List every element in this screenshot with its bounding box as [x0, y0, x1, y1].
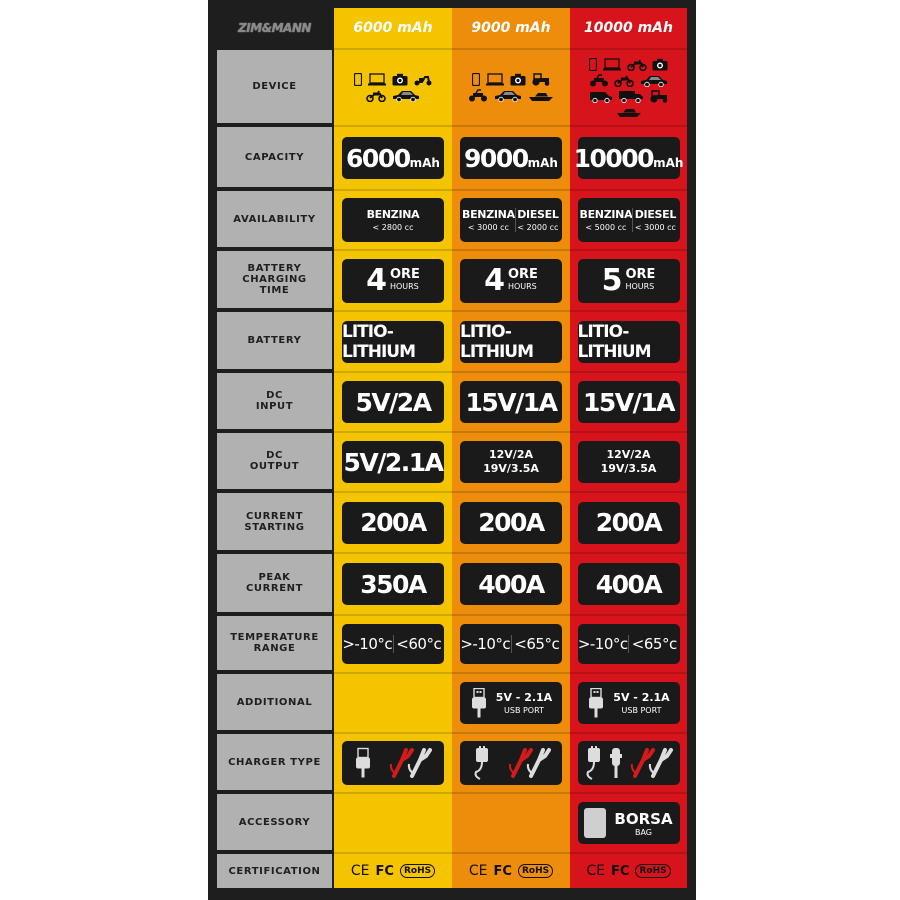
label-temperature: TEMPERATURE RANGE [217, 616, 332, 672]
label-device: DEVICE [217, 50, 332, 125]
engine-availability: DIESEL < 3000 cc [632, 208, 677, 232]
current-starting-badge: 200A [578, 502, 680, 544]
peak-current-badge: 400A [460, 563, 562, 605]
certification-cell [452, 854, 570, 888]
battery-cell [570, 312, 687, 371]
capacity-cell [452, 127, 570, 189]
temperature-badge [460, 624, 562, 664]
temp-min: >-10°c [460, 635, 511, 653]
truck-icon [618, 90, 644, 103]
temp-max: <65°c [511, 635, 563, 653]
device-icons [579, 58, 679, 118]
usb-port-icon [587, 688, 605, 718]
column-6000mah [334, 8, 452, 888]
column-header: 9000 mAh [471, 20, 551, 36]
column-10000mah [570, 8, 687, 888]
engine-availability: BENZINA < 3000 cc [462, 208, 515, 232]
certification-cell [570, 854, 687, 888]
battery-clamps-icon [388, 746, 432, 780]
capacity-cell [570, 127, 687, 189]
charging-time-badge: 5 ORE HOURS [578, 259, 680, 303]
current-starting-badge: 200A [342, 502, 444, 544]
additional-cell [334, 674, 452, 732]
label-peak-current: PEAK CURRENT [217, 554, 332, 614]
car-icon [493, 89, 523, 102]
label-certification: CERTIFICATION [217, 854, 332, 888]
usb-port-icon [470, 688, 488, 718]
certification-logos [586, 863, 670, 879]
dc-output-cell [452, 433, 570, 491]
camera-icon [652, 58, 668, 71]
device-icons [343, 73, 443, 102]
accessory-cell [334, 794, 452, 852]
label-additional: ADDITIONAL [217, 674, 332, 732]
dc-input-cell [570, 373, 687, 431]
battery-type-badge: LITIO-LITHIUM [342, 321, 444, 363]
charging-time-badge: 4 ORE HOURS [342, 259, 444, 303]
current-starting-cell [570, 493, 687, 552]
car-icon [391, 89, 421, 102]
temperature-badge [342, 624, 444, 664]
dc-output-cell [570, 433, 687, 491]
wall-charger-icon [472, 746, 492, 780]
charger-type-badge [460, 741, 562, 785]
device-cell [334, 50, 452, 125]
temp-min: >-10°c [577, 635, 628, 653]
certification-logos [351, 863, 435, 879]
device-cell [570, 50, 687, 125]
current-starting-cell [334, 493, 452, 552]
motorcycle-icon [614, 74, 634, 87]
temp-max: <65°c [628, 635, 680, 653]
charging-time-cell [334, 251, 452, 310]
tractor-icon [649, 90, 669, 103]
temperature-cell [334, 616, 452, 672]
device-icons [461, 73, 561, 102]
rohs-mark: RoHS [635, 864, 670, 878]
capacity-badge: 9000 mAh [460, 137, 562, 179]
fc-mark: FC [493, 863, 512, 879]
peak-current-cell [334, 554, 452, 614]
availability-badge [460, 198, 562, 242]
column-header-cell [570, 8, 687, 48]
smartphone-icon [589, 58, 597, 71]
availability-badge [342, 198, 444, 242]
label-charger-type: CHARGER TYPE [217, 734, 332, 792]
battery-type-badge: LITIO-LITHIUM [460, 321, 562, 363]
engine-availability: BENZINA < 5000 cc [579, 208, 633, 232]
row-labels [217, 8, 332, 888]
label-current-starting: CURRENT STARTING [217, 493, 332, 552]
label-capacity: CAPACITY [217, 127, 332, 189]
wall-charger-icon [584, 746, 604, 780]
current-starting-badge: 200A [460, 502, 562, 544]
dc-input-cell [334, 373, 452, 431]
van-icon [589, 90, 613, 103]
peak-current-cell [570, 554, 687, 614]
battery-clamps-icon [629, 746, 673, 780]
camera-icon [392, 73, 408, 86]
column-header: 10000 mAh [584, 20, 673, 36]
battery-clamps-icon [507, 746, 551, 780]
temperature-badge [578, 624, 680, 664]
additional-cell [452, 674, 570, 732]
label-availability: AVAILABILITY [217, 191, 332, 249]
fc-mark: FC [611, 863, 630, 879]
battery-cell [334, 312, 452, 371]
label-battery: BATTERY [217, 312, 332, 371]
accessory-cell [570, 794, 687, 852]
label-dc-input: DC INPUT [217, 373, 332, 431]
boat-icon [528, 90, 554, 102]
charging-time-cell [452, 251, 570, 310]
accessory-cell [452, 794, 570, 852]
charging-time-cell [570, 251, 687, 310]
rohs-mark: RoHS [400, 864, 435, 878]
peak-current-badge: 400A [578, 563, 680, 605]
temperature-cell [570, 616, 687, 672]
dc-output-badge [578, 441, 680, 483]
column-header-cell [334, 8, 452, 48]
column-header: 6000 mAh [353, 20, 433, 36]
car-icon [639, 74, 669, 87]
availability-cell [334, 191, 452, 249]
dc-input-badge: 5V/2A [342, 381, 444, 423]
brand-cell [217, 8, 332, 48]
availability-cell [570, 191, 687, 249]
usb-cable-icon [354, 746, 372, 780]
ce-mark: CE [586, 863, 606, 879]
quad-bike-icon [468, 89, 488, 102]
charger-type-cell [452, 734, 570, 792]
quad-bike-icon [589, 74, 609, 87]
camera-icon [510, 73, 526, 86]
availability-badge [578, 198, 680, 242]
peak-current-cell [452, 554, 570, 614]
capacity-badge: 6000 mAh [342, 137, 444, 179]
dc-output-badge [460, 441, 562, 483]
charger-type-cell [570, 734, 687, 792]
column-header-cell [452, 8, 570, 48]
dc-output-line: 12V/2A [606, 448, 651, 461]
charger-type-badge [578, 741, 680, 785]
capacity-badge: 10000 mAh [578, 137, 680, 179]
smartphone-icon [472, 73, 480, 86]
certification-logos [469, 863, 553, 879]
dc-input-cell [452, 373, 570, 431]
charger-type-cell [334, 734, 452, 792]
availability-cell [452, 191, 570, 249]
rohs-mark: RoHS [518, 864, 553, 878]
motorcycle-icon [366, 89, 386, 102]
certification-cell [334, 854, 452, 888]
label-dc-output: DC OUTPUT [217, 433, 332, 491]
dc-output-line: 19V/3.5A [600, 462, 657, 475]
capacity-cell [334, 127, 452, 189]
accessory-badge: BORSA BAG [578, 802, 680, 844]
ce-mark: CE [350, 863, 370, 879]
dc-input-badge: 15V/1A [578, 381, 680, 423]
smartphone-icon [354, 73, 362, 86]
dc-output-line: 19V/3.5A [483, 462, 539, 475]
temp-min: >-10°c [342, 635, 393, 653]
boat-icon [616, 106, 642, 118]
car-charger-icon [609, 746, 623, 780]
dc-input-badge: 15V/1A [460, 381, 562, 423]
usb-port-badge: 5V - 2.1A USB PORT [460, 682, 562, 724]
comparison-table [217, 8, 687, 888]
peak-current-badge: 350A [342, 563, 444, 605]
bag-icon [584, 808, 606, 838]
scooter-icon [413, 73, 433, 86]
laptop-icon [485, 73, 505, 86]
laptop-icon [367, 73, 387, 86]
temperature-cell [452, 616, 570, 672]
dc-output-badge: 5V/2.1A [342, 441, 444, 483]
label-accessory: ACCESSORY [217, 794, 332, 852]
engine-availability: DIESEL < 2000 cc [515, 208, 560, 232]
motorcycle-icon [627, 58, 647, 71]
dc-output-line: 12V/2A [488, 448, 533, 461]
tractor-icon [531, 73, 551, 86]
column-9000mah [452, 8, 570, 888]
charging-time-badge: 4 ORE HOURS [460, 259, 562, 303]
ce-mark: CE [468, 863, 488, 879]
usb-port-badge: 5V - 2.1A USB PORT [578, 682, 680, 724]
label-charging-time: BATTERY CHARGING TIME [217, 251, 332, 310]
fc-mark: FC [375, 863, 394, 879]
current-starting-cell [452, 493, 570, 552]
brand-logo: ZIM&MANN [238, 21, 311, 35]
additional-cell [570, 674, 687, 732]
temp-max: <60°c [393, 635, 445, 653]
battery-type-badge: LITIO-LITHIUM [578, 321, 680, 363]
charger-type-badge [342, 741, 444, 785]
engine-availability: BENZINA < 2800 cc [366, 208, 420, 232]
battery-cell [452, 312, 570, 371]
device-cell [452, 50, 570, 125]
laptop-icon [602, 58, 622, 71]
dc-output-cell [334, 433, 452, 491]
